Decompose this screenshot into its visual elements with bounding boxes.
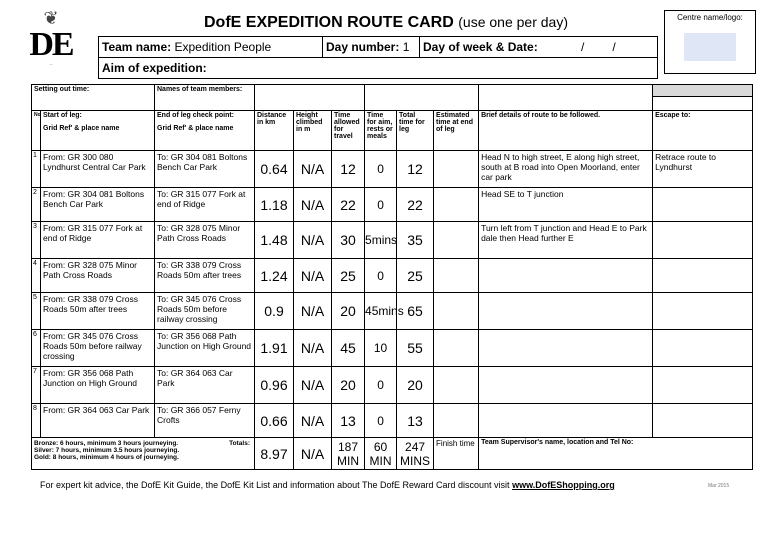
table-row [32, 404, 753, 438]
leg-details[interactable]: Head SE to T junction [479, 188, 653, 222]
finish-time[interactable]: Finish time [434, 438, 479, 470]
leg-travel-time[interactable]: 30 [332, 222, 365, 259]
leg-height[interactable]: N/A [294, 259, 332, 293]
leg-escape[interactable]: Retrace route to Lyndhurst [653, 151, 753, 188]
leg-height[interactable]: N/A [294, 222, 332, 259]
leg-total-time[interactable]: 25 [397, 259, 434, 293]
leg-distance[interactable]: 1.91 [255, 330, 294, 367]
leg-end[interactable]: To: GR 366 057 Ferny Crofts [155, 404, 255, 438]
col-time-aim: Time for aim, rests or meals [365, 111, 397, 151]
leg-escape[interactable] [653, 259, 753, 293]
leg-total-time[interactable]: 35 [397, 222, 434, 259]
leg-distance[interactable]: 1.48 [255, 222, 294, 259]
leg-travel-time[interactable]: 13 [332, 404, 365, 438]
col-total: Total time for leg [397, 111, 434, 151]
leg-details[interactable]: Turn left from T junction and Head E to Park dale then Head further E [479, 222, 653, 259]
time-guidance: Bronze: 6 hours, minimum 3 hours journeying. Silver: 7 hours, minimum 3.5 hours journeying. Gold: 8 hours, minimum 4 hours of journeying. Totals: [32, 438, 255, 470]
leg-travel-time[interactable]: 25 [332, 259, 365, 293]
leg-escape[interactable] [653, 367, 753, 404]
leg-end[interactable]: To: GR 364 063 Car Park [155, 367, 255, 404]
centre-logo-slot[interactable] [684, 33, 736, 61]
member-cell[interactable] [255, 85, 365, 111]
leg-total-time[interactable]: 20 [397, 367, 434, 404]
leg-number[interactable]: 6 [32, 330, 41, 367]
col-details: Brief details of route to be followed. [479, 111, 653, 151]
leg-total-time[interactable]: 12 [397, 151, 434, 188]
leg-end[interactable]: To: GR 338 079 Cross Roads 50m after trees [155, 259, 255, 293]
leg-distance[interactable]: 1.18 [255, 188, 294, 222]
leg-distance[interactable]: 0.66 [255, 404, 294, 438]
shop-link[interactable]: www.DofEShopping.org [512, 480, 615, 490]
crest-icon: ❦ [43, 8, 59, 28]
centre-label: Centre name/logo: [677, 13, 743, 22]
leg-start[interactable]: From: GR 338 079 Cross Roads 50m after trees [41, 293, 155, 330]
leg-end[interactable]: To: GR 304 081 Boltons Bench Car Park [155, 151, 255, 188]
leg-travel-time[interactable]: 20 [332, 293, 365, 330]
leg-aim-time[interactable]: 0 [365, 404, 397, 438]
leg-number[interactable]: 3 [32, 222, 41, 259]
col-no: No [32, 111, 41, 151]
col-estimated: Estimated time at end of leg [434, 111, 479, 151]
leg-escape[interactable] [653, 330, 753, 367]
date-field[interactable]: Day of week & Date: / / [420, 37, 658, 58]
leg-details[interactable]: Head N to high street, E along high street, south at B road into Open Moorland, enter car park [479, 151, 653, 188]
leg-details[interactable] [479, 404, 653, 438]
setting-out-time[interactable]: Setting out time: [32, 85, 155, 111]
logo-caption: — [49, 62, 53, 66]
table-row [32, 188, 753, 222]
total-time: 247 MINS [397, 438, 434, 470]
leg-travel-time[interactable]: 20 [332, 367, 365, 404]
leg-end[interactable]: To: GR 345 076 Cross Roads 50m before railway crossing [155, 293, 255, 330]
leg-total-time[interactable]: 22 [397, 188, 434, 222]
leg-travel-time[interactable]: 22 [332, 188, 365, 222]
table-row [32, 367, 753, 404]
leg-height[interactable]: N/A [294, 188, 332, 222]
title-text: DofE EXPEDITION ROUTE CARD [204, 14, 454, 31]
col-start: Start of leg: Grid Ref' & place name [41, 111, 155, 151]
route-table [31, 84, 753, 470]
leg-estimated-time[interactable] [434, 404, 479, 438]
leg-start[interactable]: From: GR 345 076 Cross Roads 50m before railway crossing [41, 330, 155, 367]
leg-details[interactable] [479, 330, 653, 367]
leg-number[interactable]: 2 [32, 188, 41, 222]
leg-estimated-time[interactable] [434, 367, 479, 404]
leg-end[interactable]: To: GR 356 068 Path Junction on High Ground [155, 330, 255, 367]
leg-number[interactable]: 1 [32, 151, 41, 188]
leg-details[interactable] [479, 367, 653, 404]
col-height: Height climbed in m [294, 111, 332, 151]
leg-escape[interactable] [653, 188, 753, 222]
leg-details[interactable] [479, 293, 653, 330]
logo-mark: DE [29, 26, 73, 63]
leg-start[interactable]: From: GR 315 077 Fork at end of Ridge [41, 222, 155, 259]
leg-height[interactable]: N/A [294, 293, 332, 330]
leg-escape[interactable] [653, 293, 753, 330]
centre-logo-box [664, 10, 756, 74]
leg-escape[interactable] [653, 404, 753, 438]
leg-aim-time[interactable]: 0 [365, 151, 397, 188]
leg-start[interactable]: From: GR 328 075 Minor Path Cross Roads [41, 259, 155, 293]
leg-total-time[interactable]: 13 [397, 404, 434, 438]
version-label: Mar 2015 [708, 483, 730, 489]
col-distance: Distance in km [255, 111, 294, 151]
leg-end[interactable]: To: GR 328 075 Minor Path Cross Roads [155, 222, 255, 259]
leg-aim-time[interactable]: 0 [365, 188, 397, 222]
leg-total-time[interactable]: 55 [397, 330, 434, 367]
member-cell[interactable] [653, 85, 753, 111]
leg-height[interactable]: N/A [294, 367, 332, 404]
leg-number[interactable]: 4 [32, 259, 41, 293]
table-row [32, 151, 753, 188]
aim-field[interactable]: Aim of expedition: [99, 58, 658, 79]
leg-distance[interactable]: 1.24 [255, 259, 294, 293]
total-height: N/A [294, 438, 332, 470]
col-end: End of leg check point: Grid Ref' & place name [155, 111, 255, 151]
leg-travel-time[interactable]: 45 [332, 330, 365, 367]
team-name-field[interactable]: Team name: Expedition People [99, 37, 323, 58]
day-number-field[interactable]: Day number: 1 [323, 37, 420, 58]
leg-distance[interactable]: 0.64 [255, 151, 294, 188]
leg-height[interactable]: N/A [294, 404, 332, 438]
member-cell[interactable] [365, 85, 479, 111]
leg-aim-time[interactable]: 45mins [365, 293, 397, 330]
supervisor-field[interactable]: Team Supervisor's name, location and Tel No: [479, 438, 753, 470]
table-row [32, 259, 753, 293]
leg-estimated-time[interactable] [434, 293, 479, 330]
table-row [32, 222, 753, 259]
total-travel: 187 MIN [332, 438, 365, 470]
header-fields [98, 36, 658, 79]
leg-number[interactable]: 7 [32, 367, 41, 404]
totals-label: Totals: [229, 440, 250, 447]
leg-estimated-time[interactable] [434, 151, 479, 188]
leg-estimated-time[interactable] [434, 188, 479, 222]
table-row [32, 330, 753, 367]
col-time-travel: Time allowed for travel [332, 111, 365, 151]
total-distance: 8.97 [255, 438, 294, 470]
leg-estimated-time[interactable] [434, 330, 479, 367]
leg-estimated-time[interactable] [434, 259, 479, 293]
leg-distance[interactable]: 0.96 [255, 367, 294, 404]
title-note: (use one per day) [458, 14, 568, 30]
member-cell[interactable] [479, 85, 653, 111]
leg-aim-time[interactable]: 0 [365, 259, 397, 293]
col-escape: Escape to: [653, 111, 753, 151]
footer-note: For expert kit advice, the DofE Kit Guide, the DofE Kit List and information about The DofE Reward Card discount visit www.DofEShopping.org [40, 480, 615, 490]
leg-aim-time[interactable]: 0 [365, 367, 397, 404]
leg-aim-time[interactable]: 5mins [365, 222, 397, 259]
leg-number[interactable]: 5 [32, 293, 41, 330]
dofe-logo [26, 8, 76, 82]
leg-height[interactable]: N/A [294, 151, 332, 188]
leg-number[interactable]: 8 [32, 404, 41, 438]
leg-travel-time[interactable]: 12 [332, 151, 365, 188]
leg-start[interactable]: From: GR 364 063 Car Park [41, 404, 155, 438]
table-row [32, 293, 753, 330]
leg-aim-time[interactable]: 10 [365, 330, 397, 367]
leg-total-time[interactable]: 65 [397, 293, 434, 330]
total-aim: 60 MIN [365, 438, 397, 470]
leg-details[interactable] [479, 259, 653, 293]
page-title [204, 14, 568, 32]
leg-start[interactable]: From: GR 300 080 Lyndhurst Central Car Park [41, 151, 155, 188]
leg-escape[interactable] [653, 222, 753, 259]
team-members-label: Names of team members: [155, 85, 255, 111]
leg-end[interactable]: To: GR 315 077 Fork at end of Ridge [155, 188, 255, 222]
leg-start[interactable]: From: GR 304 081 Boltons Bench Car Park [41, 188, 155, 222]
leg-height[interactable]: N/A [294, 330, 332, 367]
leg-distance[interactable]: 0.9 [255, 293, 294, 330]
leg-estimated-time[interactable] [434, 222, 479, 259]
leg-start[interactable]: From: GR 356 068 Path Junction on High Ground [41, 367, 155, 404]
